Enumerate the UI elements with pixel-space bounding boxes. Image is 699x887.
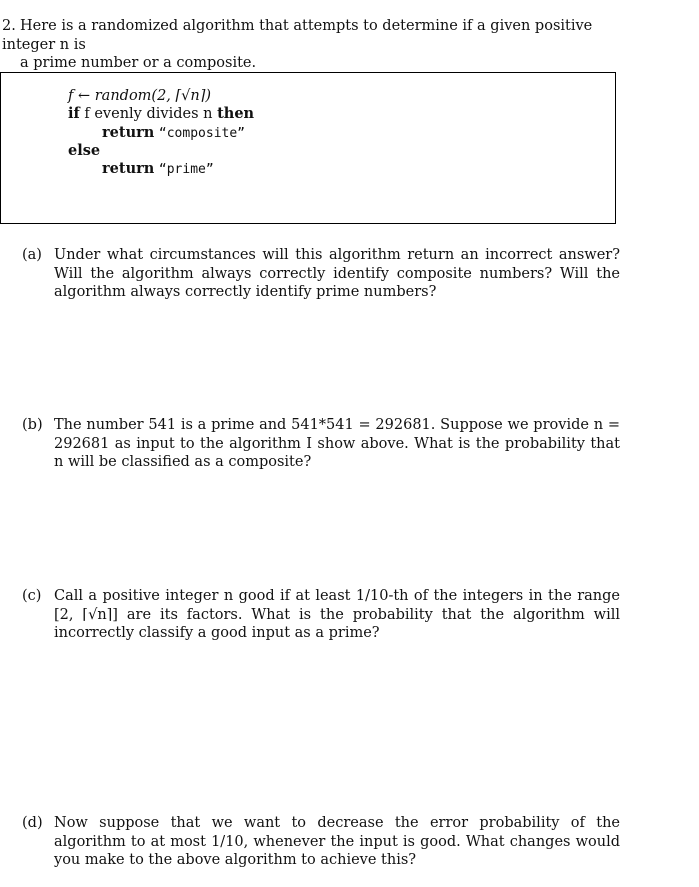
part-b-text: The number 541 is a prime and 541*541 = 292681. Suppose we provide n = 292681 as input to the algorithm I show above. What is the probability that n will be classified as a composite? — [54, 417, 620, 470]
algo-kw-return: return — [102, 124, 155, 141]
algo-kw-if: if — [68, 105, 80, 122]
part-a-text: Under what circumstances will this algorithm return an incorrect answer? Will the algorithm always correctly identify composite numbers? Will the algorithm always correctly identify prime numbers? — [54, 247, 620, 300]
question-number: 2. — [2, 18, 16, 34]
question-intro — [2, 17, 642, 73]
algo-value-prime: “prime” — [158, 162, 214, 177]
part-d-text: Now suppose that we want to decrease the error probability of the algorithm to at most 1/10, whenever the input is good. What changes would you make to the above algorithm to achieve this? — [54, 815, 620, 868]
question-intro-line1: Here is a randomized algorithm that attempts to determine if a given positive integer n is — [2, 18, 593, 53]
algo-kw-then: then — [217, 105, 255, 122]
algo-line-2 — [68, 105, 254, 123]
part-c-text: Call a positive integer n good if at least 1/10-th of the integers in the range [2, ⌈√n⌉] are its factors. What is the probability that the algorithm will incorrectly classify a good input as a prime? — [54, 588, 620, 641]
part-b-label: (b) — [22, 417, 43, 433]
algo-line-1 — [68, 87, 211, 105]
question-intro-line2: a prime number or a composite. — [20, 55, 257, 71]
part-c-label: (c) — [22, 588, 42, 604]
algo-var-f: f — [68, 88, 74, 104]
algo-kw-return-2: return — [102, 160, 155, 177]
algo-condition: f evenly divides n — [79, 106, 218, 122]
algo-value-composite: “composite” — [158, 126, 245, 141]
algo-random-call: ← random(2, ⌈√n⌉) — [77, 88, 212, 104]
algo-line-5 — [102, 160, 214, 179]
algo-line-4 — [68, 142, 100, 160]
algo-line-3 — [102, 124, 245, 143]
part-d-label: (d) — [22, 815, 43, 831]
algo-kw-else: else — [68, 142, 101, 159]
algorithm-box — [0, 72, 616, 224]
part-a-label: (a) — [22, 247, 42, 263]
